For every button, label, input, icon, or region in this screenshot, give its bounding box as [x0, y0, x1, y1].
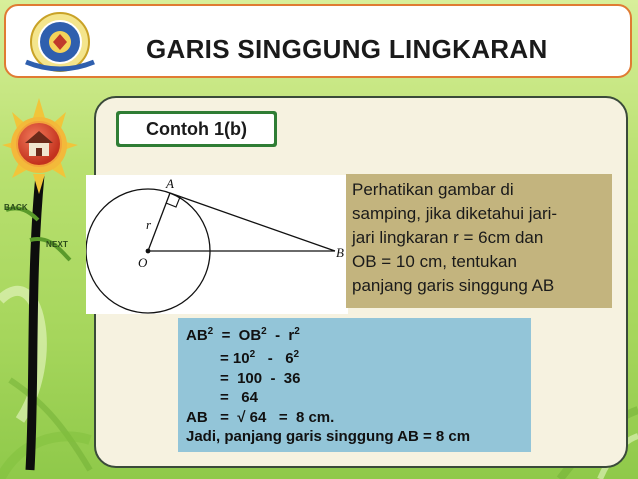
label-b: B: [336, 245, 344, 260]
next-button[interactable]: NEXT: [46, 240, 69, 249]
solution-line-3: = 100 - 36: [220, 369, 301, 387]
solution-line-4: = 64: [220, 389, 258, 407]
label-o: O: [138, 255, 148, 270]
example-label: Contoh 1(b): [119, 114, 274, 144]
back-button[interactable]: BACK: [4, 203, 28, 212]
problem-text-box: [346, 174, 612, 308]
tangent-diagram: [86, 175, 348, 314]
problem-line: Perhatikan gambar di: [352, 180, 514, 199]
solution-line-5: AB = √ 64 = 8 cm.: [186, 408, 335, 426]
label-r: r: [146, 217, 152, 232]
label-a: A: [166, 176, 174, 191]
home-button[interactable]: [16, 121, 62, 167]
center-dot: [146, 249, 151, 254]
problem-line: samping, jika diketahui jari-: [352, 204, 558, 223]
header-bar: [4, 4, 632, 78]
example-label-box: [116, 111, 277, 147]
problem-line: panjang garis singgung AB: [352, 276, 555, 295]
radius-oa: [148, 193, 170, 251]
tangent-ab: [170, 193, 335, 251]
problem-line: jari lingkaran r = 6cm dan: [352, 228, 544, 247]
solution-box: [178, 318, 531, 452]
solution-conclusion: Jadi, panjang garis singgung AB = 8 cm: [186, 428, 471, 446]
page-title: GARIS SINGGUNG LINGKARAN: [146, 34, 548, 64]
problem-line: OB = 10 cm, tentukan: [352, 252, 517, 271]
home-icon: [18, 123, 60, 165]
solution-line-2: = $10^2 - 6^2$: [220, 349, 300, 368]
university-logo: [18, 10, 102, 74]
tangent-figure: [86, 175, 348, 314]
solution-line-1: $AB^2 = OB^2 - r^2$: [186, 326, 300, 344]
